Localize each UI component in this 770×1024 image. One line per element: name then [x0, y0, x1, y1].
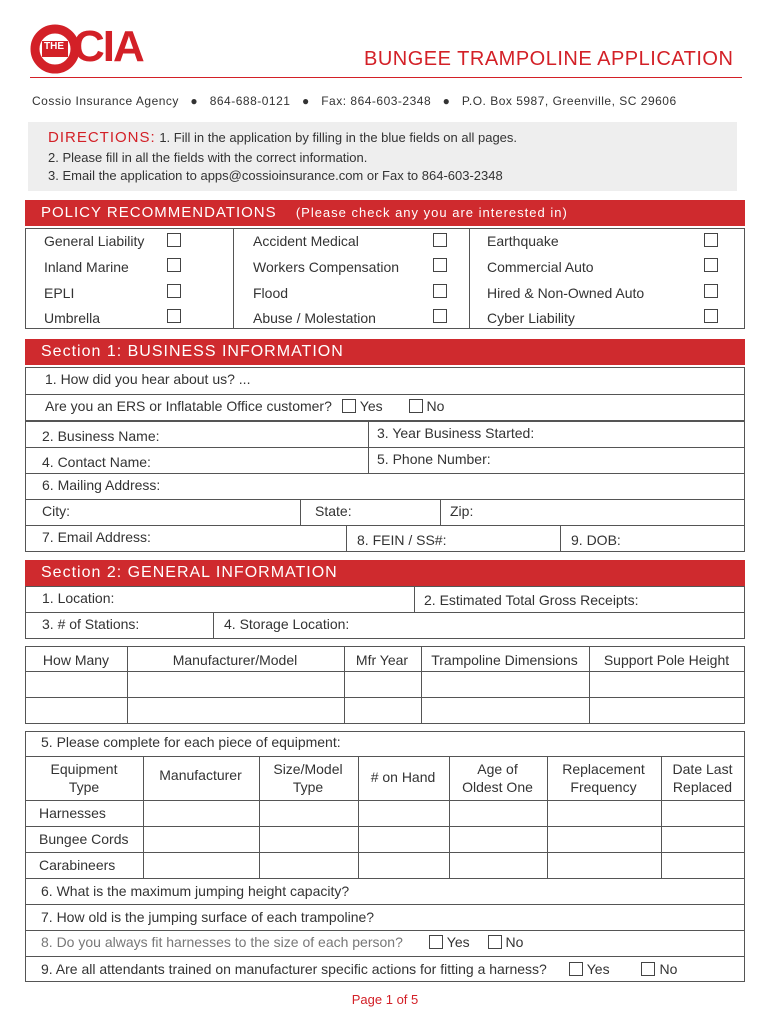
policy-option: Accident Medical: [253, 233, 359, 249]
harness-fit-row: [41, 934, 523, 950]
equipment-instruction: 5. Please complete for each piece of equipment:: [41, 734, 341, 750]
equip-row-bungee-cords[interactable]: Bungee Cords: [39, 831, 129, 847]
tramp-header-manufacturer: Manufacturer/Model: [172, 652, 298, 668]
field-fein[interactable]: 8. FEIN / SS#:: [346, 525, 561, 552]
ers-yes-checkbox[interactable]: [342, 399, 356, 413]
field-city[interactable]: City:: [25, 499, 301, 526]
attendant-training-question: 9. Are all attendants trained on manufacturer specific actions for fitting a harness?: [41, 961, 547, 977]
checkbox-hired-non-owned-auto[interactable]: [704, 284, 718, 298]
bullet-icon: ●: [434, 94, 459, 108]
header-divider: [30, 77, 742, 78]
bullet-icon: ●: [182, 94, 206, 108]
tramp-header-dimensions: Trampoline Dimensions: [431, 652, 578, 668]
directions-line-1: 1. Fill in the application by filling in the blue fields on all pages.: [159, 130, 518, 145]
policy-option: Flood: [253, 285, 289, 301]
checkbox-cyber-liability[interactable]: [704, 309, 718, 323]
harness-fit-yes-checkbox[interactable]: [429, 935, 443, 949]
logo-big-text: CIA: [73, 22, 143, 71]
harness-fit-no-label: No: [505, 934, 524, 950]
equip-header-type: Equipment Type: [50, 761, 118, 795]
checkbox-workers-compensation[interactable]: [433, 258, 447, 272]
field-gross-receipts[interactable]: 2. Estimated Total Gross Receipts:: [414, 586, 745, 613]
policy-title: POLICY RECOMMENDATIONS: [41, 204, 277, 221]
section1-header: [25, 339, 745, 365]
ers-no-label: No: [426, 398, 445, 414]
field-max-jump-height[interactable]: 6. What is the maximum jumping height capacity?: [41, 883, 350, 899]
equip-row-harnesses[interactable]: Harnesses: [39, 805, 106, 821]
field-zip[interactable]: Zip:: [440, 499, 745, 526]
section1-title: Section 1: BUSINESS INFORMATION: [41, 343, 344, 360]
page-title: BUNGEE TRAMPOLINE APPLICATION: [364, 48, 734, 70]
harness-fit-no-checkbox[interactable]: [488, 935, 502, 949]
agency-address: P.O. Box 5987, Greenville, SC 29606: [461, 94, 677, 108]
field-year-started[interactable]: 3. Year Business Started:: [368, 421, 745, 448]
ers-yes-label: Yes: [359, 398, 383, 414]
field-stations[interactable]: 3. # of Stations:: [25, 612, 214, 639]
tramp-header-how-many: How Many: [42, 652, 110, 668]
policy-option: Umbrella: [44, 310, 101, 326]
logo-small-text: THE: [44, 41, 64, 52]
agency-phone[interactable]: 864-688-0121: [209, 94, 291, 108]
field-business-name[interactable]: 2. Business Name:: [25, 421, 369, 448]
policy-option: General Liability: [44, 233, 145, 249]
field-storage-location[interactable]: 4. Storage Location:: [213, 612, 745, 639]
checkbox-umbrella[interactable]: [167, 309, 181, 323]
checkbox-abuse-molestation[interactable]: [433, 309, 447, 323]
directions-line-2: 2. Please fill in all the fields with the correct information.: [48, 150, 368, 165]
checkbox-flood[interactable]: [433, 284, 447, 298]
attendant-training-no-checkbox[interactable]: [641, 962, 655, 976]
policy-option: Cyber Liability: [487, 310, 575, 326]
directions-label: DIRECTIONS:: [48, 129, 156, 146]
checkbox-epli[interactable]: [167, 284, 181, 298]
field-mailing-address[interactable]: 6. Mailing Address:: [25, 473, 745, 500]
ers-question-row: [25, 394, 745, 421]
policy-option: Workers Compensation: [253, 259, 400, 275]
tramp-row-1[interactable]: [26, 671, 744, 696]
equip-header-replacement: Replacement Frequency: [562, 761, 645, 795]
tramp-header-mfr-year: Mfr Year: [355, 652, 409, 668]
checkbox-commercial-auto[interactable]: [704, 258, 718, 272]
ers-no-checkbox[interactable]: [409, 399, 423, 413]
equip-header-manufacturer: Manufacturer: [159, 767, 242, 783]
directions-box: [28, 122, 737, 191]
field-location[interactable]: 1. Location:: [25, 586, 415, 613]
equip-header-size-model: Size/Model Type: [273, 761, 343, 795]
directions-line-3: 3. Email the application to apps@cossioinsurance.com or Fax to 864-603-2348: [48, 168, 503, 183]
tramp-row-2[interactable]: [26, 697, 744, 722]
equip-row-carabineers[interactable]: Carabineers: [39, 857, 116, 873]
attendant-training-no-label: No: [659, 961, 678, 977]
field-email[interactable]: 7. Email Address:: [25, 525, 347, 552]
harness-fit-yes-label: Yes: [446, 934, 470, 950]
section2-title: Section 2: GENERAL INFORMATION: [41, 564, 338, 581]
field-state[interactable]: State:: [300, 499, 441, 526]
policy-option: Commercial Auto: [487, 259, 594, 275]
field-how-heard[interactable]: 1. How did you hear about us? ...: [25, 367, 745, 394]
policy-option: Abuse / Molestation: [253, 310, 376, 326]
checkbox-earthquake[interactable]: [704, 233, 718, 247]
field-contact-name[interactable]: 4. Contact Name:: [25, 447, 369, 474]
policy-option: Earthquake: [487, 233, 559, 249]
attendant-training-yes-label: Yes: [586, 961, 610, 977]
agency-name: Cossio Insurance Agency: [32, 94, 179, 108]
section2-header: [25, 560, 745, 586]
page-number: Page 1 of 5: [351, 992, 419, 1007]
policy-option: Inland Marine: [44, 259, 129, 275]
checkbox-accident-medical[interactable]: [433, 233, 447, 247]
harness-fit-question: 8. Do you always fit harnesses to the size of each person?: [41, 934, 403, 950]
agency-fax: Fax: 864-603-2348: [321, 94, 432, 108]
field-dob[interactable]: 9. DOB:: [560, 525, 745, 552]
equip-header-age: Age of Oldest One: [462, 761, 533, 795]
attendant-training-yes-checkbox[interactable]: [569, 962, 583, 976]
bullet-icon: ●: [294, 94, 318, 108]
policy-option: Hired & Non-Owned Auto: [487, 285, 645, 301]
ers-question: Are you an ERS or Inflatable Office customer?: [45, 398, 332, 414]
policy-section-header: [25, 200, 745, 226]
policy-subtitle: (Please check any you are interested in): [295, 205, 568, 220]
equip-header-on-hand: # on Hand: [370, 769, 436, 785]
logo: [30, 22, 143, 74]
policy-option: EPLI: [44, 285, 75, 301]
equip-header-date-replaced: Date Last Replaced: [672, 761, 733, 795]
checkbox-inland-marine[interactable]: [167, 258, 181, 272]
checkbox-general-liability[interactable]: [167, 233, 181, 247]
tramp-header-pole-height: Support Pole Height: [603, 652, 730, 668]
attendant-training-row: [41, 961, 677, 977]
contact-line: [32, 94, 677, 108]
field-surface-age[interactable]: 7. How old is the jumping surface of each trampoline?: [41, 909, 375, 925]
field-phone-number[interactable]: 5. Phone Number:: [368, 447, 745, 474]
